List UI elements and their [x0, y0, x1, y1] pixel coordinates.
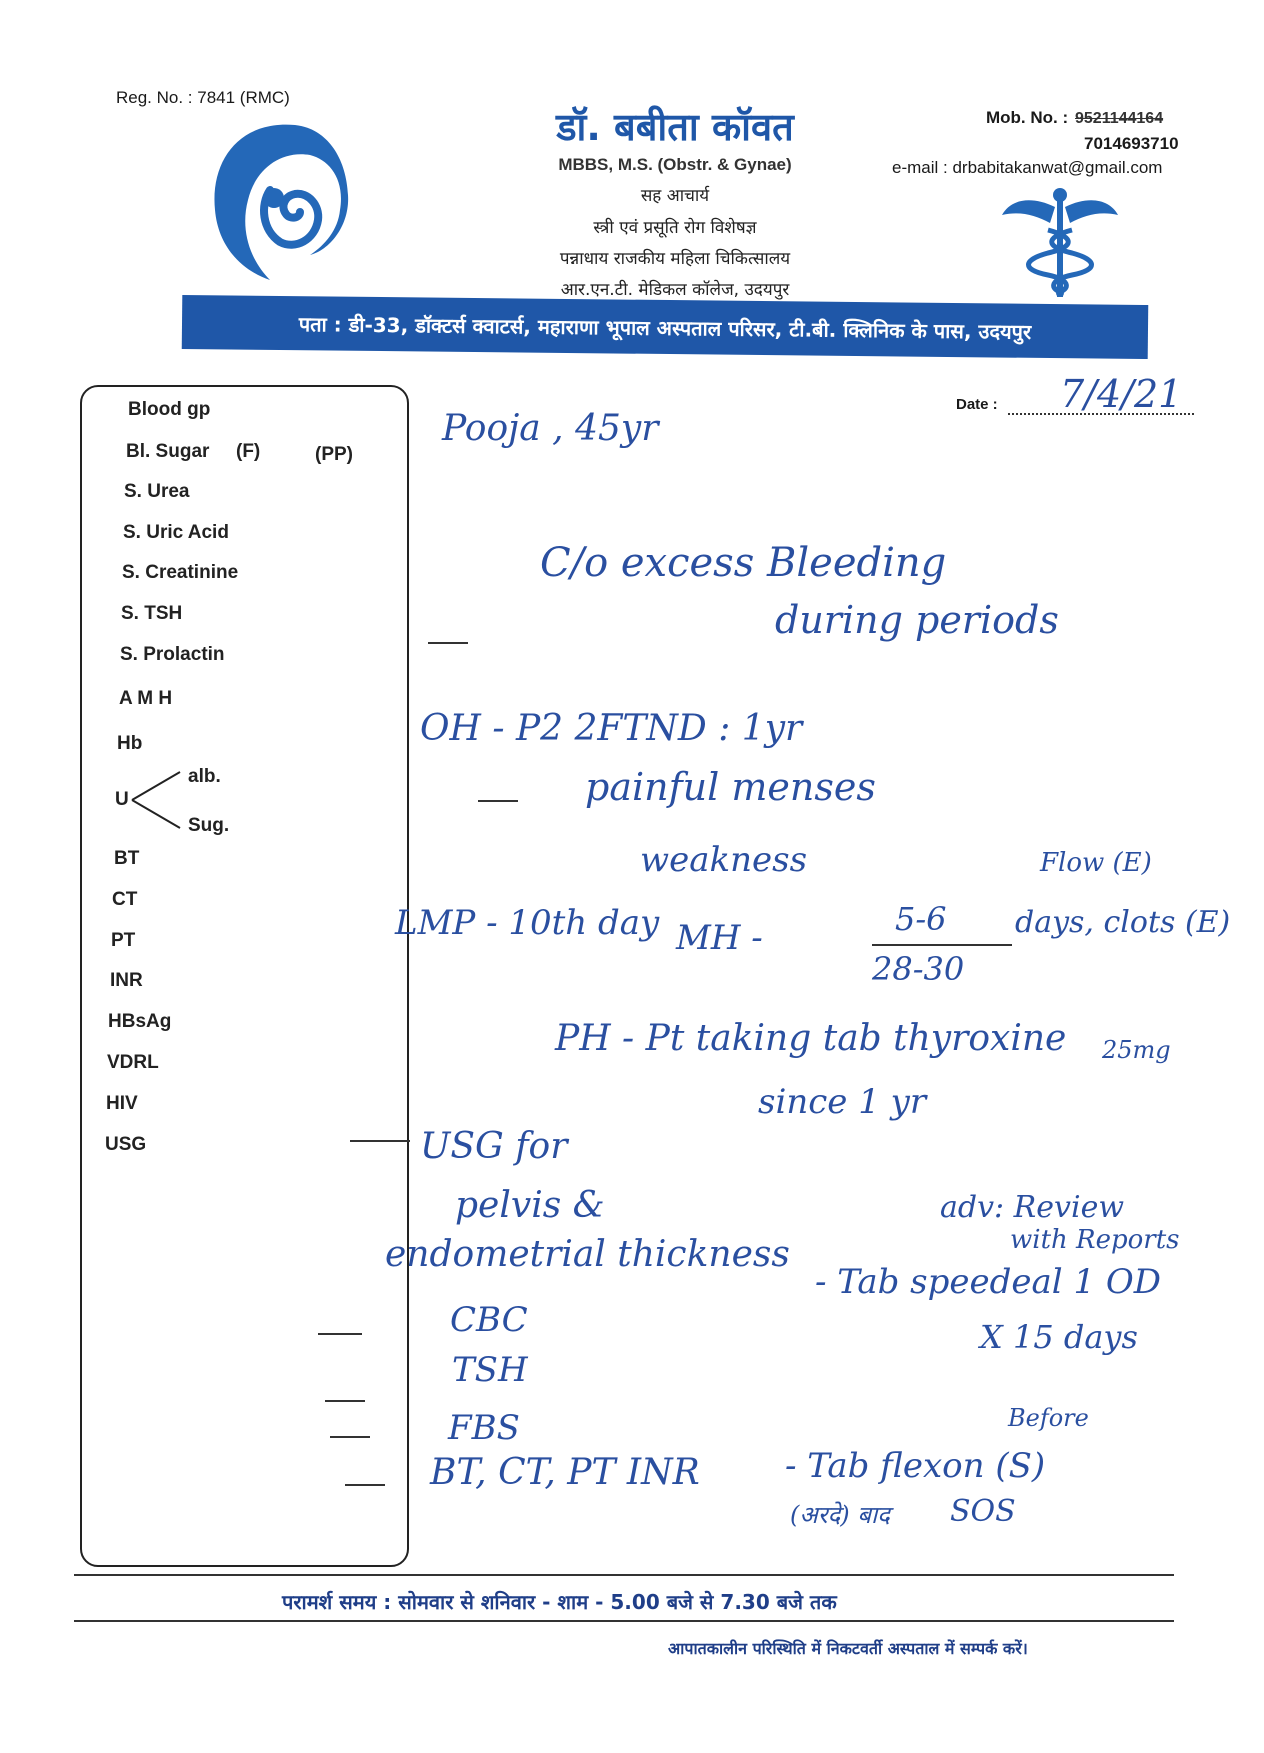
test-amh: A M H — [119, 688, 173, 709]
test-serum-uric-acid: S. Uric Acid — [123, 522, 229, 543]
test-ct: CT — [112, 889, 138, 910]
doctor-degree: MBBS, M.S. (Obstr. & Gynae) — [558, 155, 792, 174]
test-vdrl: VDRL — [107, 1052, 159, 1073]
consultation-hours: परामर्श समय : सोमवार से शनिवार - शाम - 5.00 बजे से 7.30 बजे तक — [282, 1590, 837, 1614]
complaint-line-2: during periods — [775, 598, 1059, 642]
dash-mark — [428, 642, 468, 644]
test-hbsag: HBsAg — [108, 1011, 172, 1032]
thyroxine-dose: 25mg — [1102, 1036, 1171, 1064]
medication-2-sos: SOS — [950, 1494, 1016, 1529]
mother-child-logo — [200, 120, 350, 285]
caduceus-icon — [1000, 185, 1120, 303]
investigation-fbs: FBS — [448, 1408, 520, 1448]
test-serum-urea: S. Urea — [124, 481, 190, 502]
test-urine-sugar: Sug. — [188, 815, 230, 836]
obstetric-history: OH - P2 2FTND : 1yr — [420, 708, 803, 749]
fbs-tick-line — [330, 1436, 370, 1438]
dash-mark — [478, 800, 518, 802]
mobile-label: Mob. No. : — [986, 108, 1069, 127]
test-bt: BT — [114, 848, 140, 869]
email: e-mail : drbabitakanwat@gmail.com — [892, 158, 1163, 177]
weakness: weakness — [640, 840, 808, 880]
bt-ct-tick-line — [345, 1484, 385, 1486]
date-label: Date : — [956, 396, 998, 413]
menstrual-cycle-interval: 28-30 — [872, 950, 965, 988]
specialty-line: स्त्री एवं प्रसूति रोग विशेषज्ञ — [593, 218, 757, 238]
test-serum-tsh: S. TSH — [121, 603, 183, 624]
college-line: आर.एन.टी. मेडिकल कॉलेज, उदयपुर — [560, 280, 790, 300]
hindi-handwritten-note: (अरदे) बाद — [790, 1501, 890, 1529]
registration-number: Reg. No. : 7841 (RMC) — [116, 88, 290, 107]
footer-bottom-rule — [74, 1620, 1174, 1622]
advice-review: adv: Review — [940, 1190, 1124, 1225]
before-note: Before — [1008, 1404, 1089, 1432]
fraction-line — [872, 944, 1012, 946]
menstrual-days-clots: days, clots (E) — [1015, 905, 1231, 940]
footer-top-rule — [74, 1574, 1174, 1576]
past-history-line-2: since 1 yr — [758, 1082, 927, 1122]
test-blood-sugar-pp: (PP) — [315, 444, 353, 465]
test-serum-prolactin: S. Prolactin — [120, 644, 225, 665]
mobile-old-struck: 9521144164 — [1075, 110, 1164, 127]
flow-note: Flow (E) — [1040, 848, 1152, 878]
doctor-name: डॉ. बबीता कॉवत — [556, 105, 794, 149]
usg-advice-1: USG for — [420, 1126, 568, 1167]
advice-with-reports: with Reports — [1010, 1225, 1180, 1255]
test-pt: PT — [111, 930, 136, 951]
lmp: LMP - 10th day — [395, 903, 660, 943]
menstrual-history-label: MH - — [676, 918, 763, 958]
usg-advice-3: endometrial thickness — [385, 1234, 790, 1275]
mobile-number: 7014693710 — [1084, 134, 1179, 153]
date-value: 7/4/21 — [1060, 372, 1183, 416]
painful-menses: painful menses — [585, 765, 876, 809]
hospital-line: पन्नाधाय राजकीय महिला चिकित्सालय — [559, 249, 791, 269]
medication-1: - Tab speedeal 1 OD — [815, 1262, 1162, 1302]
investigation-tsh: TSH — [452, 1350, 528, 1390]
investigation-cbc: CBC — [450, 1300, 528, 1340]
address-bar — [182, 295, 1149, 359]
test-usg: USG — [105, 1134, 147, 1155]
medication-1-duration: X 15 days — [980, 1318, 1138, 1356]
test-inr: INR — [110, 970, 143, 991]
cbc-tick-line — [318, 1333, 362, 1335]
investigation-bt-ct-pt-inr: BT, CT, PT INR — [430, 1452, 700, 1493]
urine-branch-lines — [130, 770, 190, 830]
designation-line: सह आचार्य — [640, 186, 710, 206]
address-text: पता : डी-33, डॉक्टर्स क्वाटर्स, महाराणा भूपाल अस्पताल परिसर, टी.बी. क्लिनिक के पास, उदयपुर — [298, 311, 1032, 344]
usg-tick-line — [350, 1140, 410, 1142]
test-blood-group: Blood gp — [128, 399, 211, 420]
test-hiv: HIV — [106, 1093, 138, 1114]
past-history-line-1: PH - Pt taking tab thyroxine — [555, 1018, 1067, 1059]
test-urine-albumin: alb. — [188, 766, 221, 787]
tsh-tick-line — [325, 1400, 365, 1402]
emergency-note: आपातकालीन परिस्थिति में निकटवर्ती अस्पताल में सम्पर्क करें। — [668, 1639, 1028, 1658]
menstrual-cycle-days: 5-6 — [895, 900, 947, 938]
test-blood-sugar-fasting: (F) — [236, 441, 261, 462]
test-hb: Hb — [117, 733, 143, 754]
test-urine: U — [115, 789, 129, 810]
test-serum-creatinine: S. Creatinine — [122, 562, 239, 583]
medication-2: - Tab flexon (S) — [785, 1446, 1046, 1486]
test-blood-sugar: Bl. Sugar — [126, 441, 210, 462]
patient-name-age: Pooja , 45yr — [442, 408, 659, 449]
usg-advice-2: pelvis & — [455, 1185, 605, 1226]
complaint-line-1: C/o excess Bleeding — [540, 540, 947, 586]
